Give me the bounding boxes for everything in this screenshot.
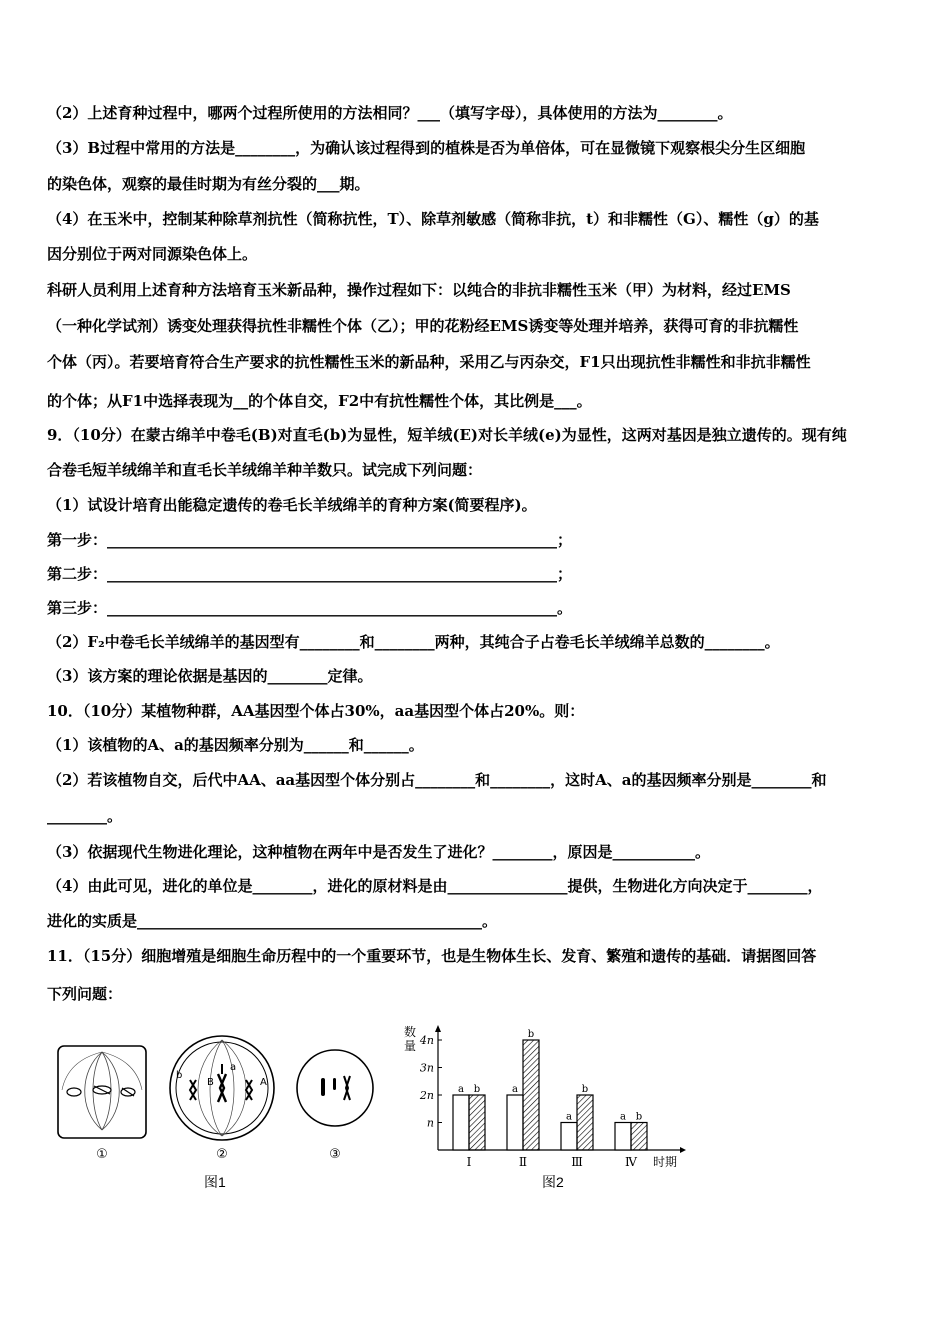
cell-1	[58, 1046, 146, 1138]
chromosome-shape	[218, 1074, 226, 1102]
x-tick-label: Ⅲ	[571, 1155, 583, 1169]
figure-1-label-1: ①	[96, 1147, 108, 1162]
text-line: 科研人员利用上述育种方法培育玉米新品种，操作过程如下：以纯合的非抗非糯性玉米（甲）为材料，经过EMS	[47, 281, 791, 299]
text-line: 的个体；从F1中选择表现为__的个体自交，F2中有抗性糯性个体，其比例是___。	[47, 392, 592, 410]
chromosome-shape	[67, 1088, 81, 1096]
bar-a	[561, 1123, 577, 1151]
bar-b	[469, 1095, 485, 1150]
y-axis-arrow	[435, 1025, 441, 1032]
text-line: （一种化学试剂）诱变处理获得抗性非糯性个体（乙）；甲的花粉经EMS诱变等处理并培养，获得可育的非抗糯性	[47, 317, 799, 335]
text-line: （3）依据现代生物进化理论，这种植物在两年中是否发生了进化？________，原因是___________。	[47, 843, 710, 861]
chromosome-shape	[246, 1080, 252, 1100]
text-line: （3）该方案的理论依据是基因的________定律。	[47, 667, 373, 685]
text-line: （3）B过程中常用的方法是________，为确认该过程得到的植株是否为单倍体，可在显微镜下观察根尖分生区细胞	[47, 139, 806, 157]
bar-label-a: a	[458, 1084, 464, 1095]
x-axis-arrow	[680, 1147, 686, 1153]
chromosome-label-a: a	[230, 1062, 237, 1073]
chromosome-label-B: B	[207, 1077, 214, 1088]
text-line: （4）由此可见，进化的单位是________，进化的原材料是由________________提供，生物进化方向决定于________，	[47, 877, 823, 895]
text-line: 合卷毛短羊绒绵羊和直毛长羊绒绵羊种羊数只。试完成下列问题：	[47, 461, 483, 479]
chromosome-shape	[321, 1078, 325, 1096]
figure-2-caption: 图2	[542, 1174, 564, 1190]
x-tick-label: Ⅱ	[518, 1155, 528, 1169]
y-tick-label: 2n	[419, 1089, 434, 1102]
text-line: ________。	[47, 807, 123, 825]
bar-a	[453, 1095, 469, 1150]
bar-label-a: a	[620, 1111, 626, 1123]
bar-label-b: b	[635, 1111, 643, 1123]
bar-label-a: a	[512, 1084, 518, 1095]
figure-2-chart	[395, 1020, 695, 1175]
bar-label-b: b	[581, 1084, 589, 1095]
text-line: （1）试设计培育出能稳定遗传的卷毛长羊绒绵羊的育种方案(简要程序)。	[47, 496, 537, 514]
text-line: （4）在玉米中，控制某种除草剂抗性（简称抗性，T）、除草剂敏感（简称非抗，t）和非糯性（G）、糯性（g）的基	[47, 210, 819, 228]
x-tick-label: Ⅰ	[466, 1155, 472, 1169]
bar-b	[631, 1123, 647, 1151]
y-tick-label: n	[426, 1116, 434, 1130]
figure-1-caption: 图1	[204, 1174, 226, 1190]
chromosome-label-b: b	[176, 1070, 183, 1081]
bar-label-b: b	[473, 1084, 481, 1095]
chart-bars	[453, 1040, 647, 1150]
text-line: 下列问题：	[47, 985, 123, 1003]
bar-a	[615, 1123, 631, 1151]
text-line: 第三步：____________________________________________________________。	[47, 599, 573, 617]
text-line: 第一步：____________________________________________________________；	[47, 531, 573, 549]
chromosome-shape	[344, 1076, 350, 1100]
text-line: （2）上述育种过程中，哪两个过程所使用的方法相同？___（填写字母），具体使用的方法为________。	[47, 104, 733, 122]
figure-1-label-2: ②	[216, 1147, 228, 1162]
bar-b	[577, 1095, 593, 1150]
chromosome-shape	[190, 1080, 196, 1100]
y-axis-label: 数	[403, 1025, 417, 1039]
cell-2	[170, 1036, 274, 1140]
y-tick-label: 4n	[419, 1034, 434, 1047]
bar-chart	[395, 1020, 695, 1175]
text-line: 的染色体，观察的最佳时期为有丝分裂的___期。	[47, 175, 370, 193]
y-axis-label: 量	[403, 1039, 417, 1053]
text-line: 进化的实质是______________________________________________。	[47, 912, 498, 930]
x-axis-label: 时期	[652, 1155, 678, 1169]
x-tick-label: Ⅳ	[625, 1155, 637, 1169]
bar-a	[507, 1095, 523, 1150]
text-line: （1）该植物的A、a的基因频率分别为______和______。	[47, 736, 424, 754]
chromosome-label-A: A	[260, 1077, 267, 1088]
text-line: （2）若该植物自交，后代中AA、aa基因型个体分别占________和________，这时A、a的基因频率分别是________和	[47, 771, 827, 789]
chromosome-shape	[333, 1078, 336, 1090]
text-line: （2）F₂中卷毛长羊绒绵羊的基因型有________和________两种，其纯合子占卷毛长羊绒绵羊总数的________。	[47, 633, 780, 651]
text-line: 因分别位于两对同源染色体上。	[47, 245, 258, 263]
text-line: 第二步：____________________________________________________________；	[47, 565, 573, 583]
bar-label-b: b	[527, 1029, 535, 1040]
figure-1-label-3: ③	[329, 1147, 341, 1162]
text-line: 11．（15分）细胞增殖是细胞生命历程中的一个重要环节，也是生物体生长、发育、繁殖和遗传的基础．请据图回答	[47, 947, 817, 965]
bar-b	[523, 1040, 539, 1150]
text-line: 个体（丙）。若要培育符合生产要求的抗性糯性玉米的新品种，采用乙与丙杂交，F1只出现抗性非糯性和非抗非糯性	[47, 353, 811, 371]
y-tick-label: 3n	[419, 1061, 434, 1075]
text-line: 10．（10分）某植物种群，AA基因型个体占30%，aa基因型个体占20%。则：	[47, 702, 585, 720]
cell-3	[297, 1050, 373, 1126]
text-line: 9．（10分）在蒙古绵羊中卷毛(B)对直毛(b)为显性，短羊绒(E)对长羊绒(e)为显性，这两对基因是独立遗传的。现有纯	[47, 426, 847, 444]
bar-label-a: a	[566, 1111, 572, 1123]
